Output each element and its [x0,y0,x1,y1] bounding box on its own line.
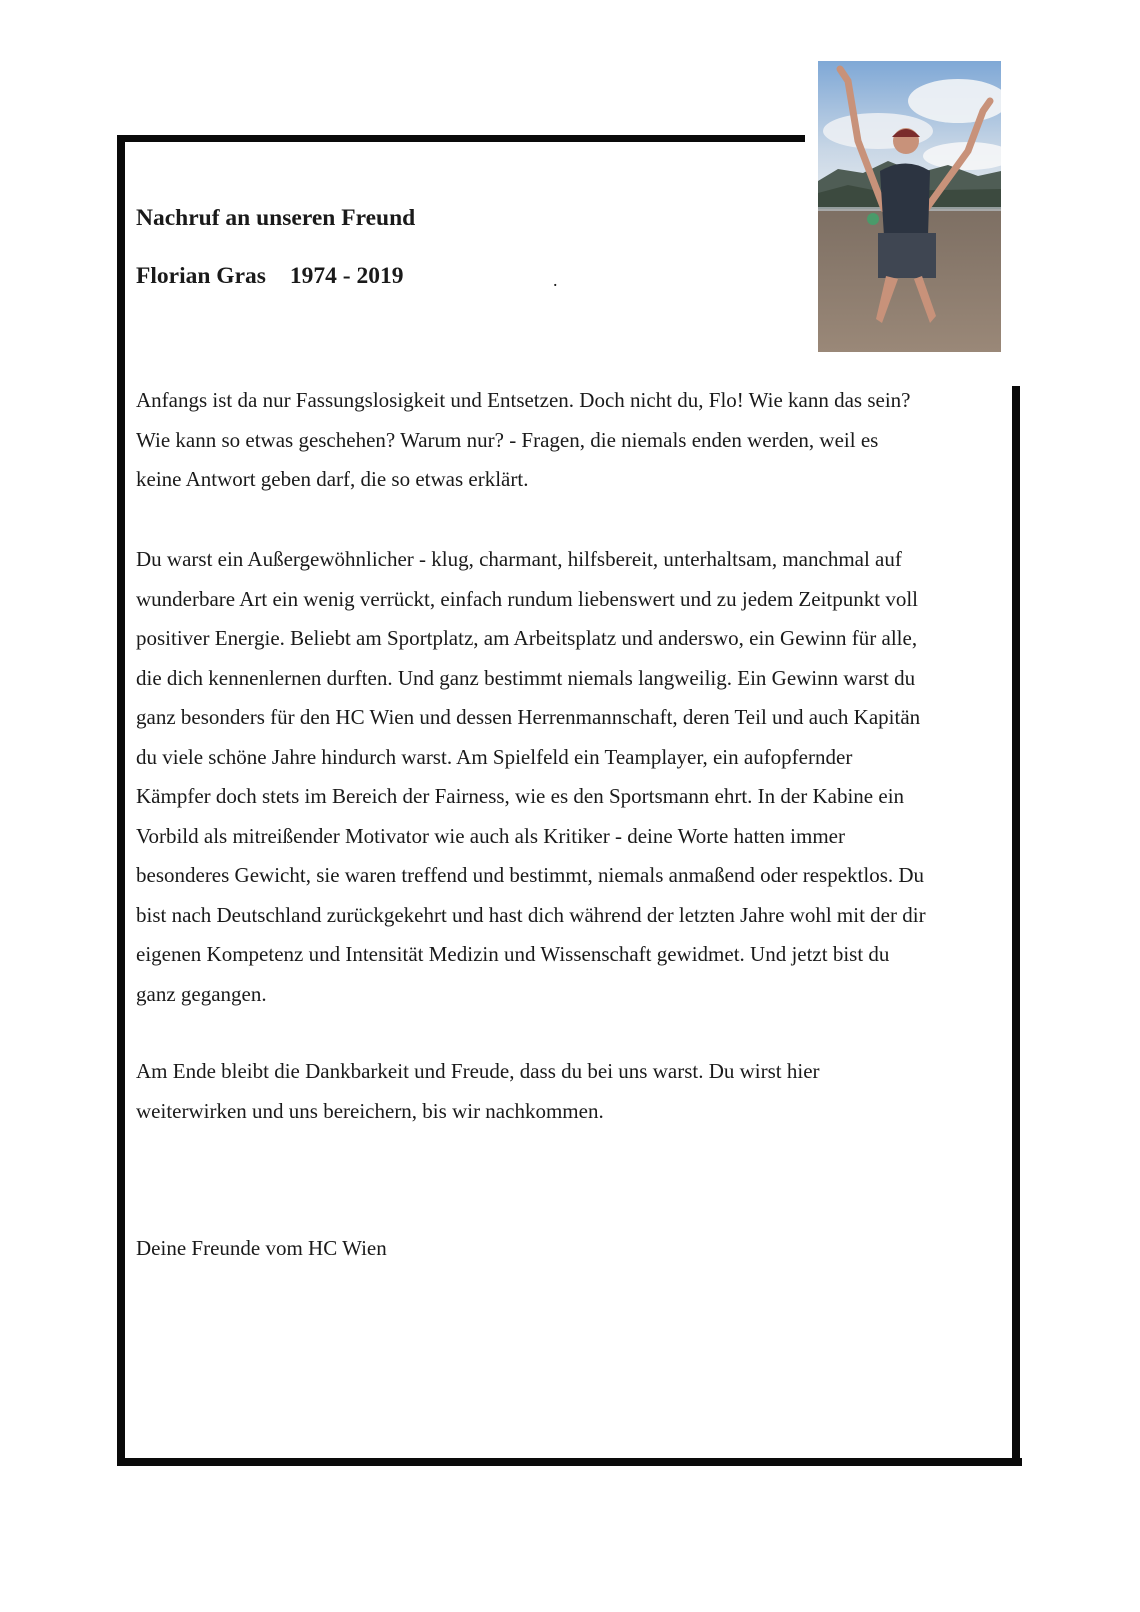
frame-border-bottom [117,1458,1022,1466]
paragraph-2: Du warst ein Außergewöhnlicher - klug, charmant, hilfsbereit, unterhaltsam, manchmal auf wunderbare Art ein wenig verrückt, einfach rundum liebenswert und zu jedem Zeitpunkt voll positiver Energie. Beliebt am Sportplatz, am Arbeitsplatz und anderswo, ein Gewinn für alle, die dich kennenlernen durften. Und ganz bestimmt niemals langweilig. Ein Gewinn warst du ganz besonders für den HC Wien und dessen Herrenmannschaft, deren Teil und auch Kapitän du viele schöne Jahre hindurch warst. Am Spielfeld ein Teamplayer, ein aufopfernder Kämpfer doch stets im Bereich der Fairness, wie es den Sportsmann ehrt. In der Kabine ein Vorbild als mitreißender Motivator wie auch als Kritiker - deine Worte hatten immer besonderes Gewicht, sie waren treffend und bestimmt, niemals anmaßend oder respektlos. Du bist nach Deutschland zurückgekehrt und hast dich während der letzten Jahre wohl mit der dir eigenen Kompetenz und Intensität Medizin und Wissenschaft gewidmet. Und jetzt bist du ganz gegangen. [136,547,926,1006]
name-and-years [136,263,403,290]
frame-border-left [117,135,125,1465]
paragraph-1: Anfangs ist da nur Fassungslosigkeit und Entsetzen. Doch nicht du, Flo! Wie kann das sein? Wie kann so etwas geschehen? Warum nur? - Fragen, die niemals enden werden, weil es keine Antwort geben darf, die so etwas erklärt. [136,388,911,491]
deceased-name: Florian Gras [136,263,266,289]
paragraph-3: Am Ende bleibt die Dankbarkeit und Freude, dass du bei uns warst. Du wirst hier weiterwirken und uns bereichern, bis wir nachkommen. [136,1059,820,1123]
life-years: 1974 - 2019 [289,263,404,289]
portrait-photo-image [818,61,1001,352]
portrait-photo [818,61,1001,352]
frame-border-top [117,135,805,142]
stray-dot-mark: . [553,270,558,290]
signature: Deine Freunde vom HC Wien [136,1236,387,1260]
obituary-title: Nachruf an unseren Freund [136,205,416,231]
